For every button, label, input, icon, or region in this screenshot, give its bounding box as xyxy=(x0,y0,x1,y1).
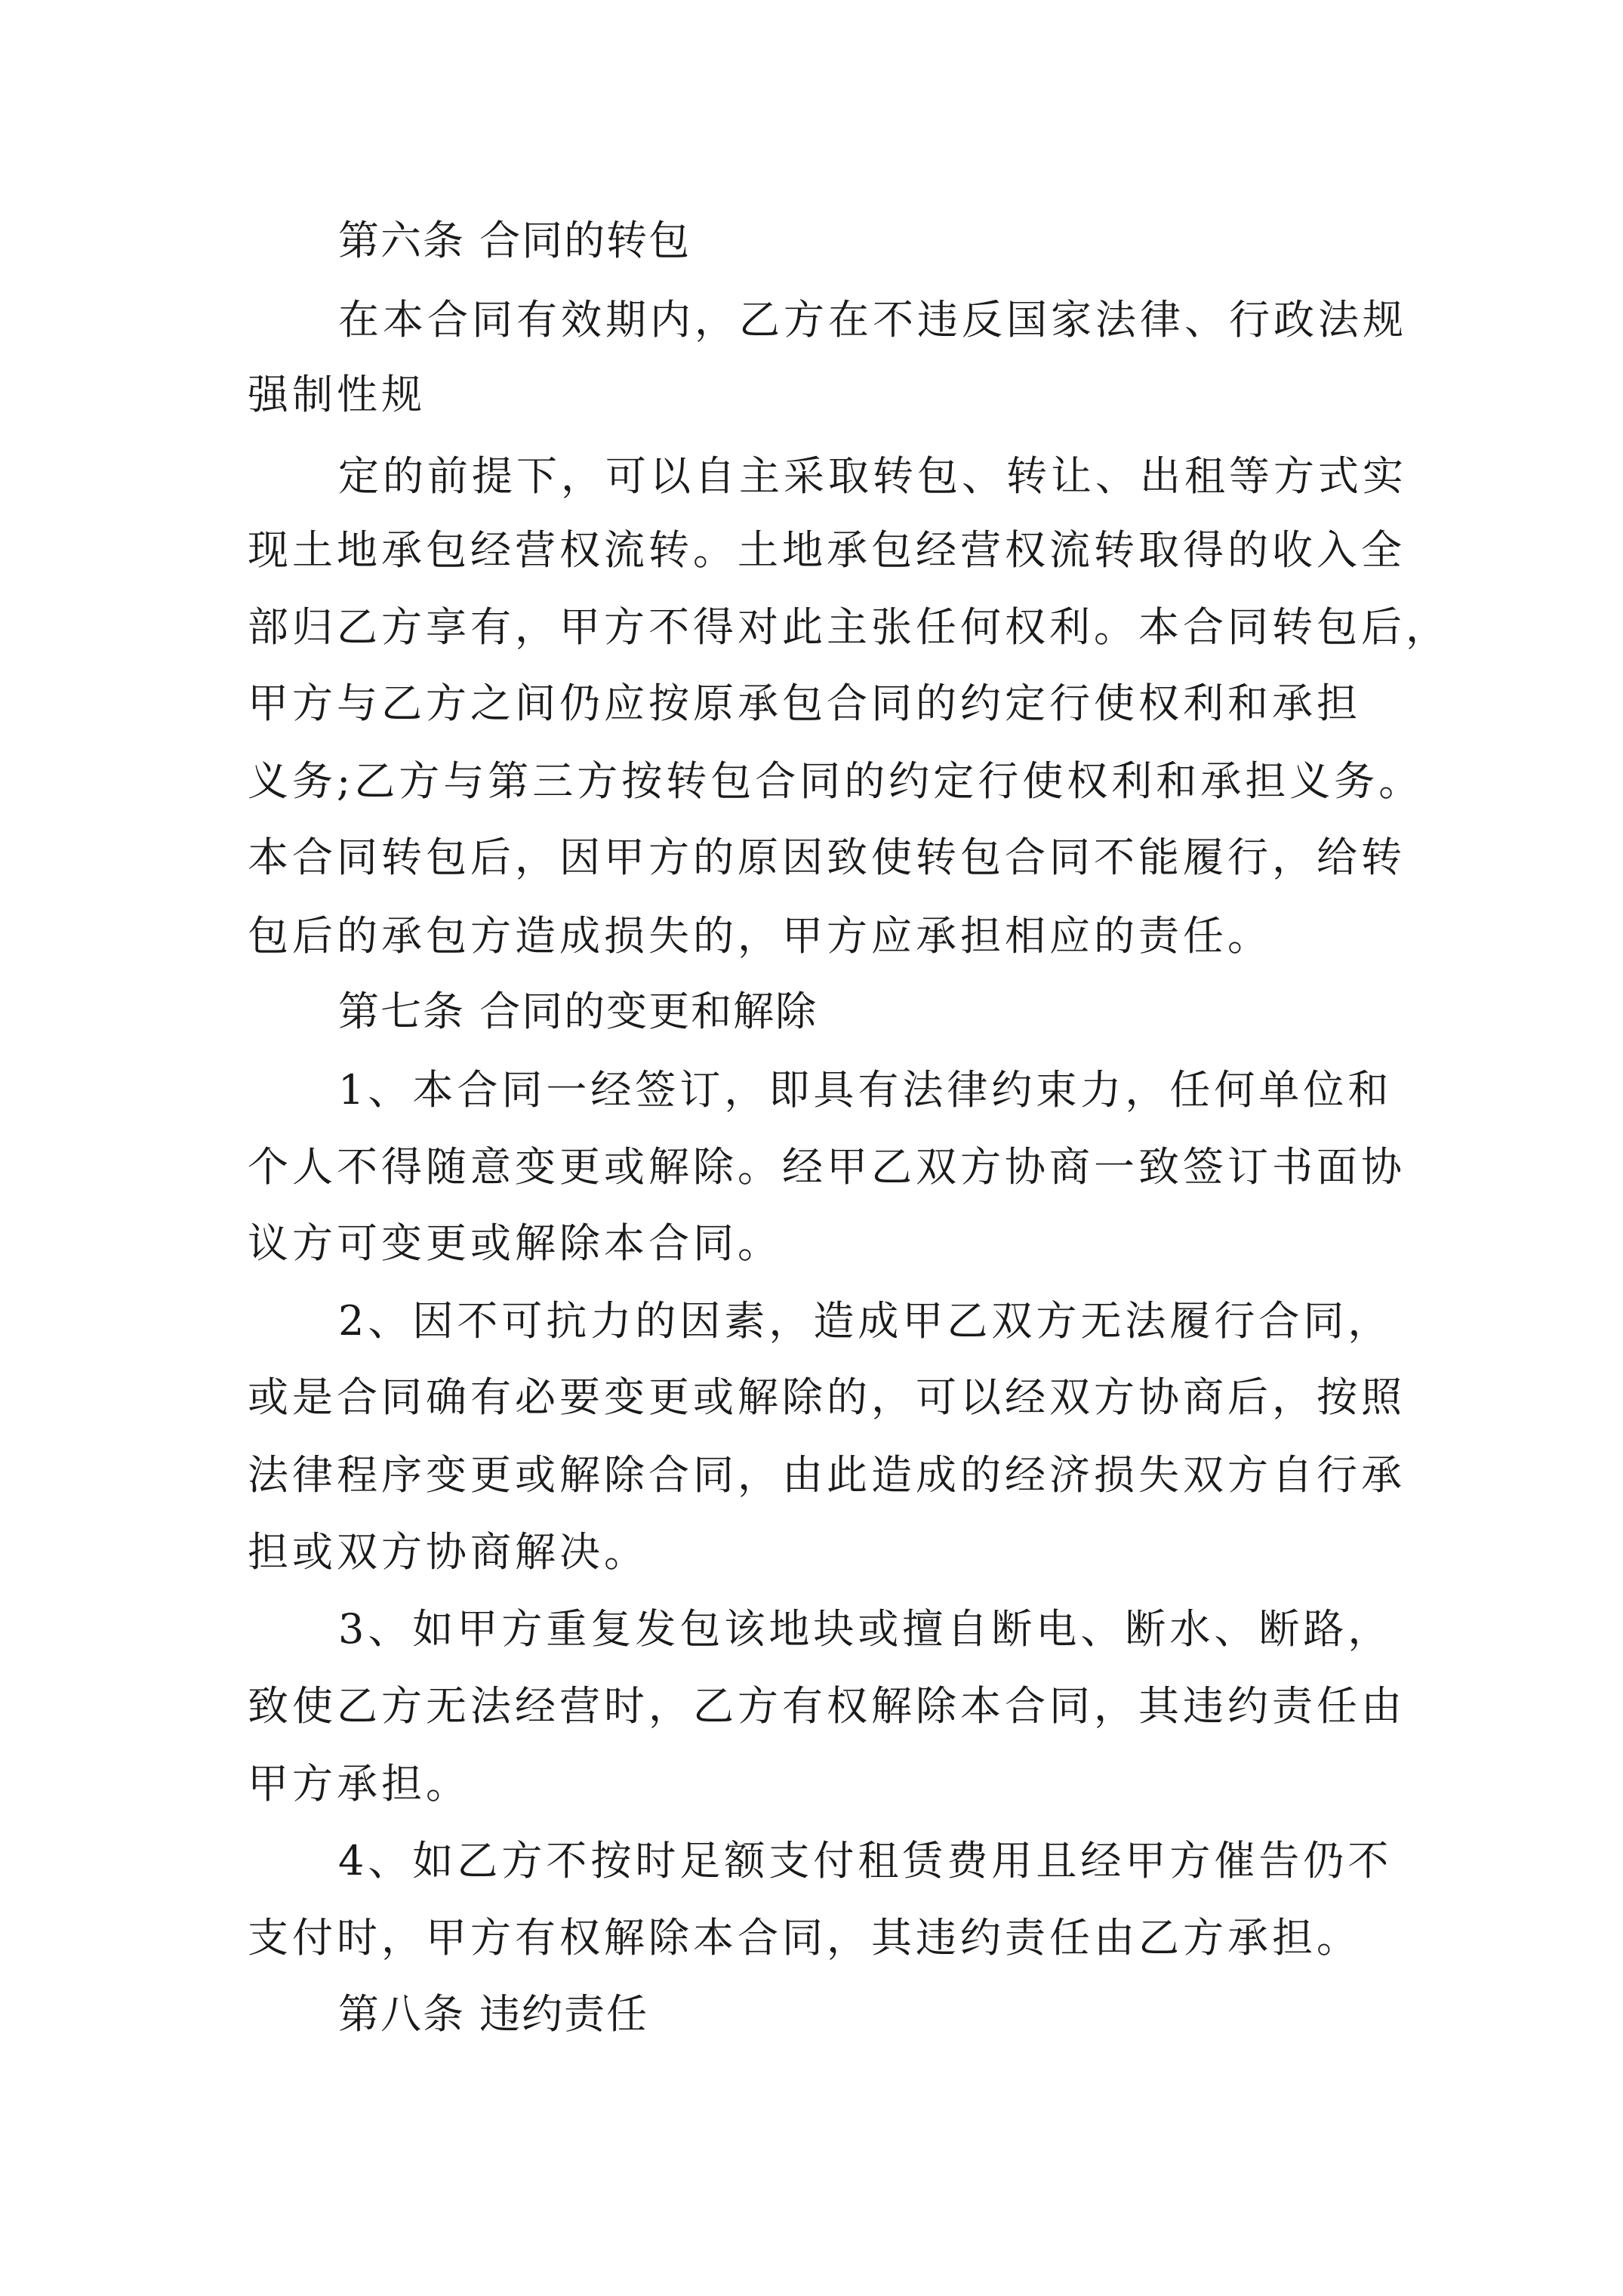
paragraph-line: 支付时，甲方有权解除本合同，其违约责任由乙方承担。 xyxy=(248,1914,1361,1962)
article-7-heading: 第七条 合同的变更和解除 xyxy=(338,988,818,1035)
paragraph-line: 议方可变更或解除本合同。 xyxy=(248,1219,782,1267)
paragraph-line: 义务;乙方与第三方按转包合同的约定行使权利和承担义务。 xyxy=(248,757,1424,805)
paragraph-line: 2、因不可抗力的因素，造成甲乙双方无法履行合同， xyxy=(338,1297,1393,1345)
paragraph-line: 在本合同有效期内，乙方在不违反国家法律、行政法规 xyxy=(338,296,1407,344)
paragraph-line: 甲方与乙方之间仍应按原承包合同的约定行使权利和承担 xyxy=(248,680,1361,727)
paragraph-line: 部归乙方享有，甲方不得对此主张任何权利。本合同转包后， xyxy=(248,603,1450,651)
paragraph-line: 现土地承包经营权流转。土地承包经营权流转取得的收入全 xyxy=(248,526,1406,574)
paragraph-line: 4、如乙方不按时足额支付租赁费用且经甲方催告仍不 xyxy=(338,1837,1393,1885)
paragraph-line: 或是合同确有必要变更或解除的，可以经双方协商后，按照 xyxy=(248,1373,1406,1421)
paragraph-line: 担或双方协商解决。 xyxy=(248,1528,648,1576)
paragraph-line: 包后的承包方造成损失的，甲方应承担相应的责任。 xyxy=(248,912,1272,960)
paragraph-line: 甲方承担。 xyxy=(248,1760,470,1808)
paragraph-line: 1、本合同一经签订，即具有法律约束力，任何单位和 xyxy=(338,1066,1393,1114)
paragraph-line: 个人不得随意变更或解除。经甲乙双方协商一致签订书面协 xyxy=(248,1143,1406,1191)
paragraph-line: 强制性规 xyxy=(248,371,426,418)
paragraph-line: 本合同转包后，因甲方的原因致使转包合同不能履行，给转 xyxy=(248,834,1406,881)
paragraph-line: 3、如甲方重复发包该地块或擅自断电、断水、断路， xyxy=(338,1605,1393,1653)
paragraph-line: 法律程序变更或解除合同，由此造成的经济损失双方自行承 xyxy=(248,1451,1406,1499)
article-6-heading: 第六条 合同的转包 xyxy=(338,217,691,264)
paragraph-line: 致使乙方无法经营时，乙方有权解除本合同，其违约责任由 xyxy=(248,1682,1406,1730)
article-8-heading: 第八条 违约责任 xyxy=(338,1990,649,2038)
paragraph-line: 定的前提下，可以自主采取转包、转让、出租等方式实 xyxy=(338,452,1407,500)
